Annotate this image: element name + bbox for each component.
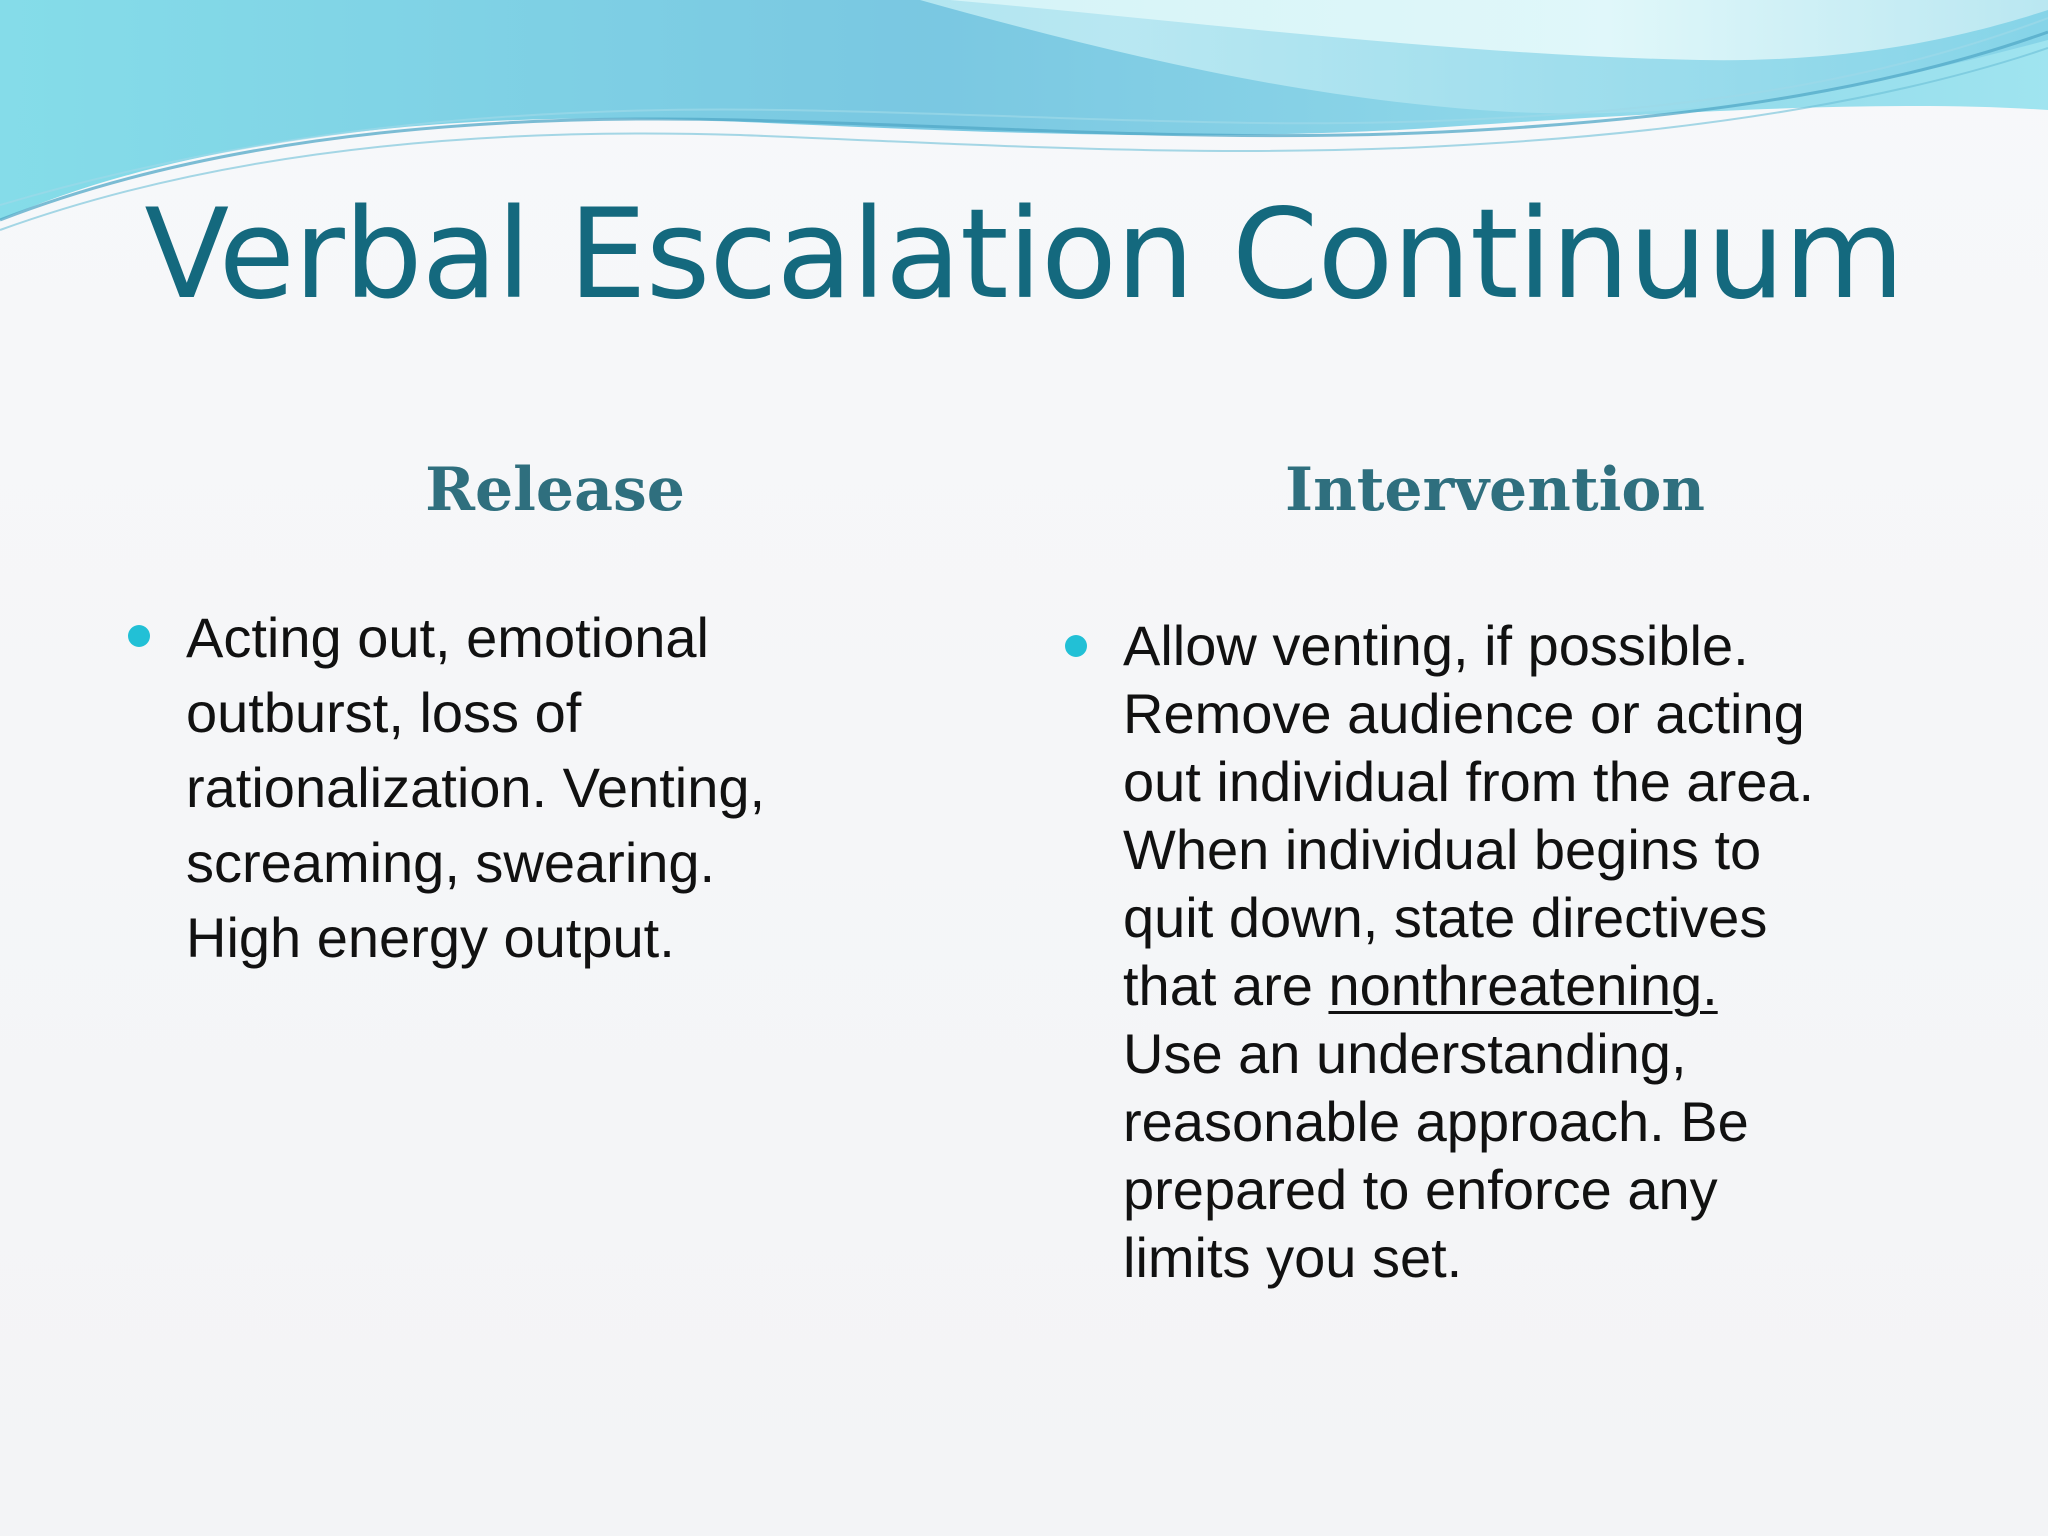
intervention-heading: Intervention <box>1285 455 1705 525</box>
release-bullet-text: Acting out, emotional outburst, loss of rationalization. Venting, screaming, swearing. High energy output. <box>186 606 766 969</box>
intervention-bullet-text <box>1123 612 1945 1292</box>
nonthreatening-underlined-text: nonthreatening. <box>1328 954 1718 1017</box>
bullet-icon <box>1065 635 1087 657</box>
release-bullet <box>128 600 848 975</box>
intervention-bullet-text-after: Use an understanding, reasonable approach. Be prepared to enforce any limits you set. <box>1123 1022 1749 1289</box>
intervention-bullet <box>1065 612 1945 1292</box>
intervention-bullet-text-before: Allow venting, if possible. Remove audience or acting out individual from the area. When individual begins to quit down, state directives that are <box>1123 614 1815 1017</box>
bullet-icon <box>128 625 150 647</box>
slide-title: Verbal Escalation Continuum <box>144 183 1904 327</box>
release-heading: Release <box>425 455 685 525</box>
